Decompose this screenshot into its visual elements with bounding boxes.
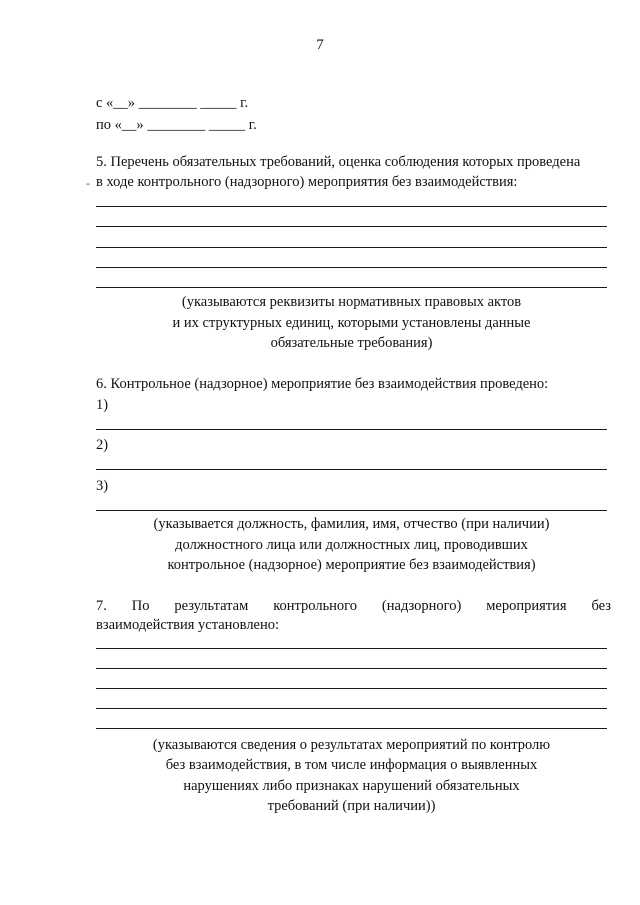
section7-word: без [591,598,611,614]
section7-word: результатам [174,598,249,614]
section7-note-line: нарушениях либо признаках нарушений обязательных [183,778,520,794]
section6-item-line [96,429,607,430]
section6-title: 6. Контрольное (надзорное) мероприятие без взаимодействия проведено: [96,376,549,392]
section7-title-line2: взаимодействия установлено: [96,617,280,633]
section5-title-line1: 5. Перечень обязательных требований, оценка соблюдения которых проведена [96,154,581,170]
blank-line [96,267,607,268]
period-to: по «__» ________ _____ г. [96,117,257,133]
section5-note-line: (указываются реквизиты нормативных правовых актов [181,294,522,310]
blank-line [96,247,607,248]
section7-word: мероприятия [486,598,567,614]
section6-item-line [96,469,607,470]
section7-word: контрольного [273,598,358,614]
section6-note-line: (указывается должность, фамилия, имя, отчество (при наличии) [153,516,550,532]
section7-word: (надзорного) [381,598,462,614]
blank-line [96,648,607,649]
section5-note-line: и их структурных единиц, которыми установлены данные [172,315,531,331]
section7-word: 7. [96,598,107,614]
blank-line [96,688,607,689]
blank-line [96,728,607,729]
section5-note-line: обязательные требования) [270,335,433,351]
section5-title-line2: в ходе контрольного (надзорного) мероприятия без взаимодействия: [96,174,518,190]
section7-note-line: требований (при наличии)) [267,798,436,814]
blank-line [96,206,607,207]
section6-item-label: 1) [96,397,109,413]
section7-note-line: без взаимодействия, в том числе информация о выявленных [165,757,538,773]
section6-item-line [96,510,607,511]
scan-mark: ‐ [86,176,90,190]
section7-title-line1 [96,599,611,614]
page-number: 7 [316,37,324,53]
blank-line [96,668,607,669]
section6-item-label: 3) [96,478,109,494]
blank-line [96,226,607,227]
period-from: с «__» ________ _____ г. [96,95,249,111]
section7-word: По [131,598,150,614]
section6-note-line: контрольное (надзорное) мероприятие без взаимодействия) [167,557,536,573]
section6-item-label: 2) [96,437,109,453]
blank-line [96,287,607,288]
section7-note-line: (указываются сведения о результатах мероприятий по контролю [152,737,551,753]
blank-line [96,708,607,709]
section6-note-line: должностного лица или должностных лиц, проводивших [175,537,528,553]
